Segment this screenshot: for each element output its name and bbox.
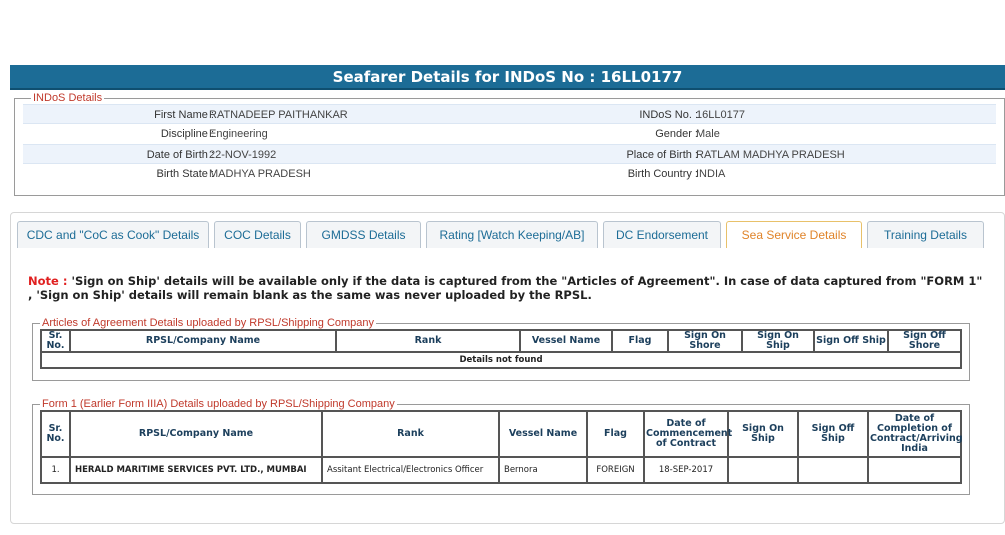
page-title: Seafarer Details for INDoS No : 16LL0177 xyxy=(10,65,1005,90)
birth-country-label: Birth Country : xyxy=(627,168,698,180)
form1-section xyxy=(32,398,970,495)
form1-legend: Form 1 (Earlier Form IIIA) Details uploaded by RPSL/Shipping Company xyxy=(42,398,395,410)
tab-dc-endorsement[interactable]: DC Endorsement xyxy=(603,221,721,248)
articles-legend: Articles of Agreement Details uploaded by RPSL/Shipping Company xyxy=(42,317,375,329)
details-panel xyxy=(10,212,1005,524)
tab-rating-watch-keeping[interactable]: Rating [Watch Keeping/AB] xyxy=(426,221,598,248)
table-row xyxy=(41,352,961,368)
articles-table xyxy=(40,329,962,369)
first-name-label: First Name : xyxy=(154,109,214,121)
info-row xyxy=(23,124,996,144)
col-sign-on-shore: Sign On Shore xyxy=(668,330,742,352)
tab-bar xyxy=(17,221,989,248)
articles-header-row xyxy=(41,330,961,352)
details-not-found: Details not found xyxy=(41,352,961,368)
place-of-birth-value: RATLAM MADHYA PRADESH xyxy=(696,149,845,161)
discipline-label: Discipline : xyxy=(160,128,214,140)
col-rank: Rank xyxy=(336,330,520,352)
sign-on-note xyxy=(28,274,988,302)
col-company-name: RPSL/Company Name xyxy=(70,411,322,457)
cell-company-name: HERALD MARITIME SERVICES PVT. LTD., MUMBAI xyxy=(70,457,322,483)
col-sign-off-ship: Sign Off Ship xyxy=(798,411,868,457)
indos-no-value: 16LL0177 xyxy=(696,109,745,121)
col-sr-no: Sr. No. xyxy=(41,411,70,457)
col-sign-on-ship: Sign On Ship xyxy=(742,330,814,352)
info-row xyxy=(23,164,996,184)
col-flag: Flag xyxy=(612,330,668,352)
articles-of-agreement-section xyxy=(32,317,970,381)
indos-details-legend: INDoS Details xyxy=(33,92,103,104)
first-name-value: RATNADEEP PAITHANKAR xyxy=(209,109,348,121)
info-row xyxy=(23,104,996,124)
form1-table xyxy=(40,410,962,484)
cell-sign-off-ship xyxy=(798,457,868,483)
note-label: Note : xyxy=(28,274,68,288)
discipline-value: Engineering xyxy=(209,128,268,140)
col-sign-on-ship: Sign On Ship xyxy=(728,411,798,457)
col-rank: Rank xyxy=(322,411,499,457)
cell-sr-no: 1. xyxy=(41,457,70,483)
indos-details-section xyxy=(14,92,1005,196)
tab-sea-service[interactable]: Sea Service Details xyxy=(726,221,862,248)
dob-label: Date of Birth : xyxy=(146,149,214,161)
col-completion-date: Date of Completion of Contract/Arriving India xyxy=(868,411,961,457)
birth-country-value: INDIA xyxy=(696,168,726,180)
cell-vessel-name: Bernora xyxy=(499,457,587,483)
col-sign-off-shore: Sign Off Shore xyxy=(888,330,961,352)
col-commencement-date: Date of Commencement of Contract xyxy=(644,411,728,457)
dob-value: 22-NOV-1992 xyxy=(209,149,277,161)
form1-header-row xyxy=(41,411,961,457)
col-vessel-name: Vessel Name xyxy=(520,330,612,352)
indos-no-label: INDoS No. : xyxy=(639,109,698,121)
cell-flag: FOREIGN xyxy=(587,457,644,483)
tab-gmdss[interactable]: GMDSS Details xyxy=(306,221,421,248)
place-of-birth-label: Place of Birth : xyxy=(626,149,698,161)
cell-sign-on-ship xyxy=(728,457,798,483)
cell-rank: Assitant Electrical/Electronics Officer xyxy=(322,457,499,483)
note-text: 'Sign on Ship' details will be available only if the data is captured from the "Articles of Agreement". In case of data captured from "FORM 1" , 'Sign on Ship' details will remain blank as the same was never uploaded by the RPSL. xyxy=(28,274,983,302)
birth-state-value: MADHYA PRADESH xyxy=(209,168,311,180)
gender-label: Gender : xyxy=(655,128,698,140)
cell-completion-date xyxy=(868,457,961,483)
cell-commencement-date: 18-SEP-2017 xyxy=(644,457,728,483)
tab-cdc-coc-cook[interactable]: CDC and "CoC as Cook" Details xyxy=(17,221,209,248)
col-sr-no: Sr. No. xyxy=(41,330,70,352)
tab-training[interactable]: Training Details xyxy=(867,221,984,248)
birth-state-label: Birth State : xyxy=(156,168,214,180)
tab-coc[interactable]: COC Details xyxy=(214,221,301,248)
col-company-name: RPSL/Company Name xyxy=(70,330,336,352)
col-flag: Flag xyxy=(587,411,644,457)
table-row xyxy=(41,457,961,483)
col-vessel-name: Vessel Name xyxy=(499,411,587,457)
gender-value: Male xyxy=(696,128,720,140)
col-sign-off-ship: Sign Off Ship xyxy=(814,330,888,352)
info-row xyxy=(23,144,996,164)
